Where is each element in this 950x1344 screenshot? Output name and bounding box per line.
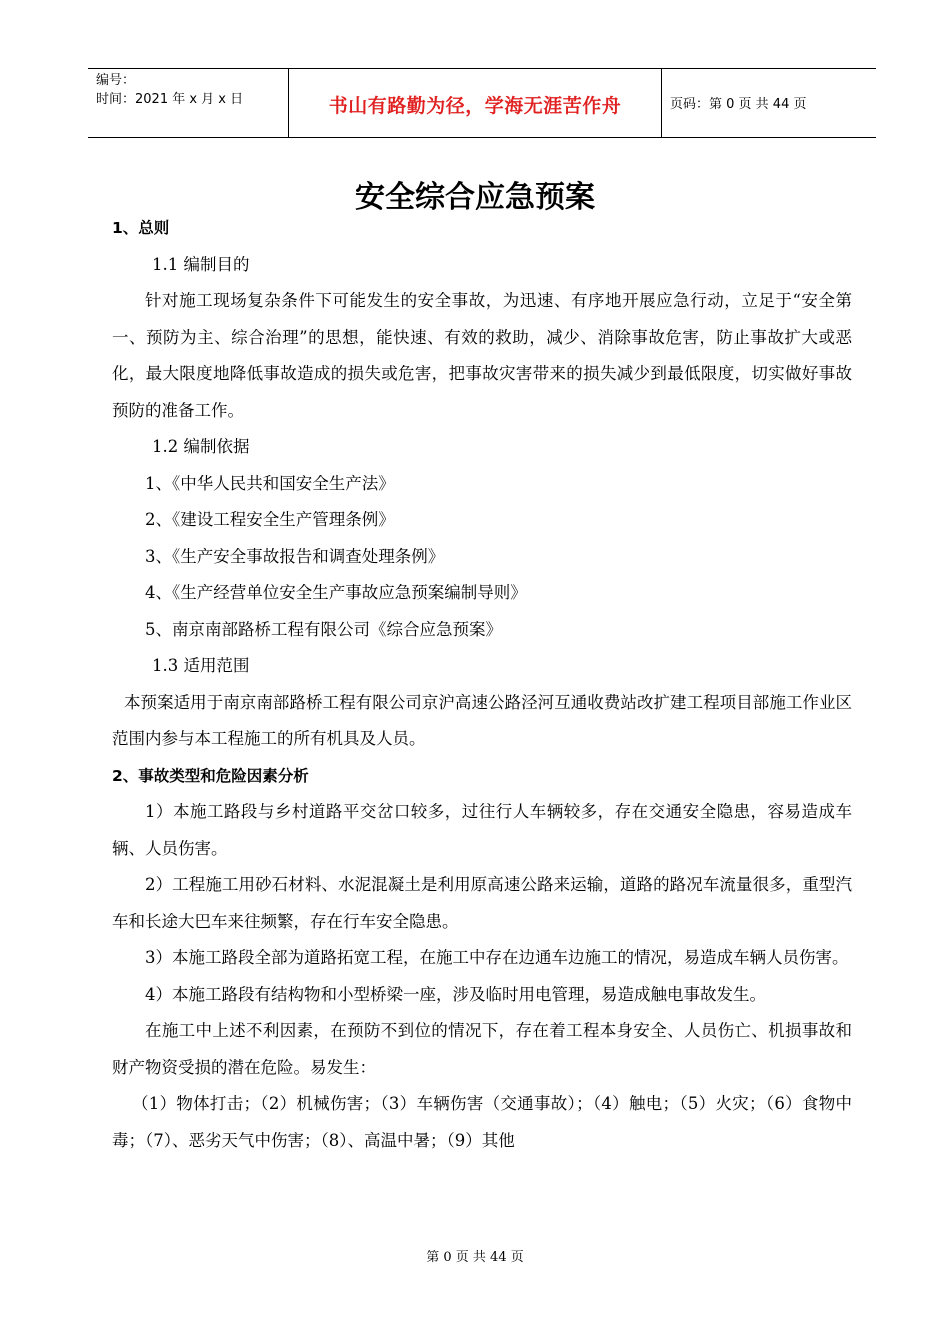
risk-item: 1）本施工路段与乡村道路平交岔口较多，过往行人车辆较多，存在交通安全隐患，容易造成车辆、人员伤害。 — [112, 802, 852, 858]
subsection-1-2: 1.2 编制依据 — [152, 437, 250, 456]
header-motto-cell — [288, 69, 662, 137]
risk-item: 3）本施工路段全部为道路拓宽工程，在施工中存在边通车边施工的情况，易造成车辆人员伤害。 — [145, 948, 849, 967]
subsection-1-1: 1.1 编制目的 — [152, 254, 250, 274]
paragraph-purpose: 针对施工现场复杂条件下可能发生的安全事故，为迅速、有序地开展应急行动，立足于“安全第一、预防为主、综合治理”的思想，能快速、有效的救助，减少、消除事故危害，防止事故扩大或恶化，最大限度地降低事故造成的损失或危害，把事故灾害带来的损失减少到最低限度，切实做好事故预防的准备工作。 — [112, 291, 852, 420]
paragraph-scope: 本预案适用于南京南部路桥工程有限公司京沪高速公路泾河互通收费站改扩建工程项目部施工作业区范围内参与本工程施工的所有机具及人员。 — [112, 692, 852, 748]
section-1-heading: 1、总则 — [112, 219, 170, 237]
document-header — [88, 68, 876, 138]
basis-item: 4、《生产经营单位安全生产事故应急预案编制导则》 — [145, 583, 527, 602]
header-page-cell — [662, 69, 876, 137]
paragraph-summary: 在施工中上述不利因素，在预防不到位的情况下，存在着工程本身安全、人员伤亡、机损事故和财产物资受损的潜在危险。易发生： — [112, 1021, 852, 1077]
document-title: 安全综合应急预案 — [355, 180, 595, 215]
number-label: 编号： — [96, 73, 136, 88]
section-2-heading: 2、事故类型和危险因素分析 — [112, 766, 309, 785]
page-footer: 第 0 页 共 44 页 — [426, 1250, 524, 1265]
subsection-1-3: 1.3 适用范围 — [152, 656, 250, 675]
basis-item: 3、《生产安全事故报告和调查处理条例》 — [145, 546, 445, 566]
time-label: 时间：2021 年 x 月 x 日 — [96, 92, 244, 107]
motto: 书山有路勤为径，学海无涯苦作舟 — [328, 95, 622, 117]
hazards-list: （1）物体打击；（2）机械伤害；（3）车辆伤害（交通事故）；（4）触电；（5）火灾；（6）食物中毒；（7）、恶劣天气中伤害；（8）、高温中暑；（9）其他 — [112, 1094, 852, 1150]
basis-item: 1、《中华人民共和国安全生产法》 — [145, 473, 395, 493]
basis-item: 5、南京南部路桥工程有限公司《综合应急预案》 — [145, 619, 502, 639]
page-label: 页码：第 0 页 共 44 页 — [670, 97, 807, 112]
basis-item: 2、《建设工程安全生产管理条例》 — [145, 510, 395, 529]
risk-item: 2）工程施工用砂石材料、水泥混凝土是利用原高速公路来运输，道路的路况车流量很多，重型汽车和长途大巴车来往频繁，存在行车安全隐患。 — [112, 875, 852, 931]
risk-item: 4）本施工路段有结构物和小型桥梁一座，涉及临时用电管理，易造成触电事故发生。 — [145, 984, 766, 1004]
document-body — [112, 210, 852, 1159]
header-meta-cell — [88, 69, 288, 137]
